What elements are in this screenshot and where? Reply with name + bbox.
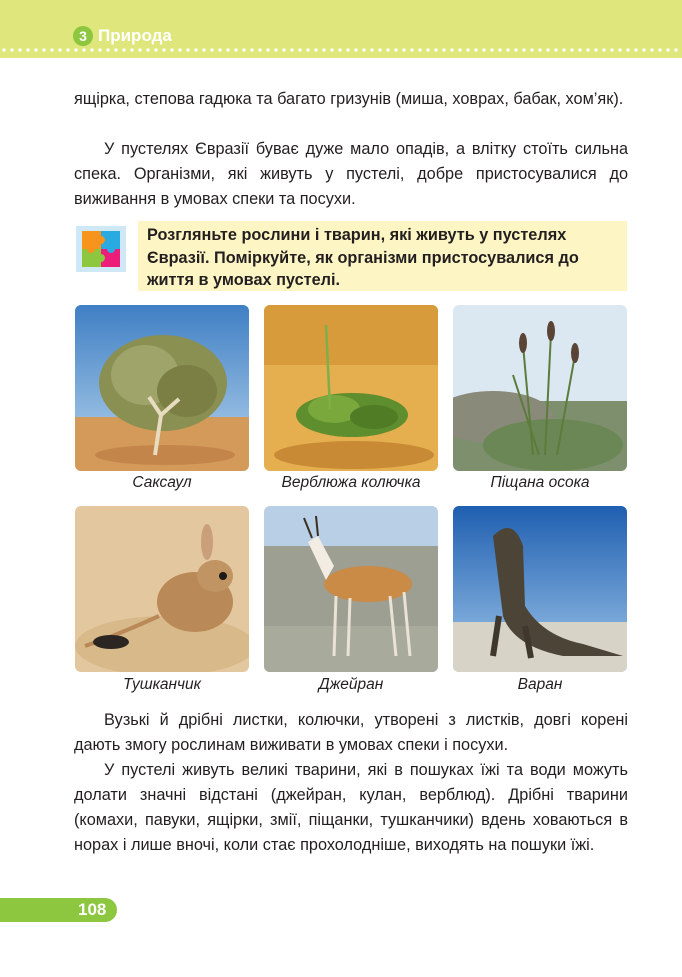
- paragraph-plants: Вузькі й дрібні листки, колючки, утворені з листків, довгі корені дають змогу рослинам виживати в умовах спеки і посухи.: [74, 711, 628, 754]
- saxaul-photo: [75, 305, 249, 471]
- caption-jerboa: Тушканчик: [123, 676, 201, 693]
- camel-thorn-photo: [264, 305, 438, 471]
- caption-monitor-lizard: Варан: [517, 676, 563, 693]
- dotted-divider: [0, 48, 682, 52]
- chapter-number-badge: 3: [73, 26, 93, 46]
- monitor-lizard-photo: [453, 506, 627, 672]
- chapter-title: Природа: [98, 26, 172, 45]
- caption-saxaul: Саксаул: [132, 474, 192, 491]
- page-number: 108: [78, 900, 107, 919]
- puzzle-icon: [76, 226, 126, 272]
- sand-sedge-photo: [453, 305, 627, 471]
- chapter-header: [0, 0, 682, 58]
- task-box: [138, 221, 627, 291]
- gazelle-photo: [264, 506, 438, 672]
- caption-camel-thorn: Верблюжа колючка: [281, 474, 421, 491]
- paragraph-intro: ящірка, степова гадюка та багато гризунів (миша, ховрах, бабак, хом’як).: [74, 90, 624, 108]
- caption-gazelle: Джейран: [318, 676, 384, 693]
- paragraph-climate: У пустелях Євразії буває дуже мало опадів, а влітку стоїть сильна спека. Організми, які живуть у пустелі, добре пристосувалися до виживання в умовах спеки та посухи.: [74, 140, 628, 208]
- jerboa-photo: [75, 506, 249, 672]
- task-text: Розгляньте рослини і тварин, які живуть у пустелях Євразії. Поміркуйте, як організми пристосувалися до життя в умовах пустелі.: [147, 226, 579, 289]
- paragraph-animals: У пустелі живуть великі тварини, які в пошуках їжі та води можуть долати значні відстані (джейран, кулан, верблюд). Дрібні тварини (комахи, павуки, ящірки, змії, піщанки, тушканчики) вдень ховаються в норах і лише вночі, коли стає прохолодніше, виходять на пошуки їжі.: [74, 761, 628, 854]
- caption-sand-sedge: Піщана осока: [490, 474, 590, 491]
